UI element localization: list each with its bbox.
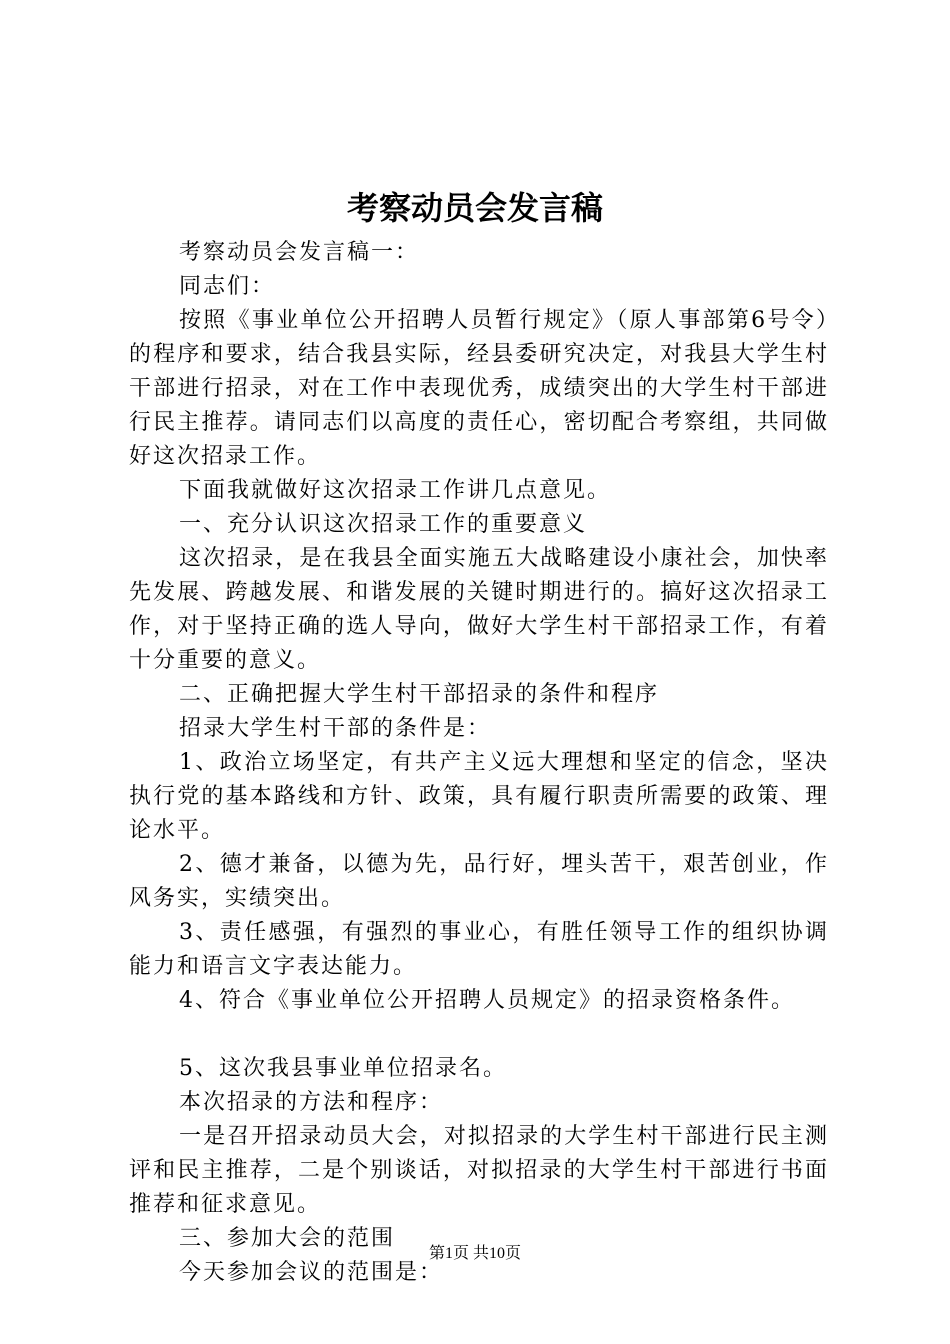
section-heading-3: 三、参加大会的范围 xyxy=(179,1226,396,1251)
section-heading-1: 一、充分认识这次招录工作的重要意义 xyxy=(179,512,588,537)
paragraph-significance: 这次招录，是在我县全面实施五大战略建设小康社会，加快率先发展、跨越发展、和谐发展的关键时期进行的。搞好这次招录工作，对于坚持正确的选人导向，做好大学生村干部招录工作，有着十分重要的意义。 xyxy=(129,546,829,673)
document-body xyxy=(129,236,829,1290)
list-item-condition-3: 3、责任感强，有强烈的事业心，有胜任领导工作的组织协调能力和语言文字表达能力。 xyxy=(129,920,829,979)
paragraph-intro: 按照《事业单位公开招聘人员暂行规定》（原人事部第6号令）的程序和要求，结合我县实际，经县委研究决定，对我县大学生村干部进行招录，对在工作中表现优秀，成绩突出的大学生村干部进行民主推荐。请同志们以高度的责任心，密切配合考察组，共同做好这次招录工作。 xyxy=(129,308,829,469)
paragraph-heading-one: 考察动员会发言稿一： xyxy=(179,240,420,265)
list-item-condition-1: 1、政治立场坚定，有共产主义远大理想和坚定的信念，坚决执行党的基本路线和方针、政策，具有履行职责所需要的政策、理论水平。 xyxy=(129,750,829,843)
list-item-condition-2: 2、德才兼备，以德为先，品行好，埋头苦干，艰苦创业，作风务实，实绩突出。 xyxy=(129,852,829,911)
paragraph-salutation: 同志们： xyxy=(179,274,276,299)
paragraph-transition: 下面我就做好这次招录工作讲几点意见。 xyxy=(179,478,612,503)
page-footer: 第1页 共10页 xyxy=(428,1245,521,1262)
list-item-condition-4: 4、符合《事业单位公开招聘人员规定》的招录资格条件。 xyxy=(179,988,795,1013)
paragraph-conditions-intro: 招录大学生村干部的条件是： xyxy=(179,716,492,741)
paragraph-method-intro: 本次招录的方法和程序： xyxy=(179,1090,444,1115)
list-item-condition-5: 5、这次我县事业单位招录名。 xyxy=(179,1056,507,1081)
section-heading-2: 二、正确把握大学生村干部招录的条件和程序 xyxy=(179,682,660,707)
paragraph-method: 一是召开招录动员大会，对拟招录的大学生村干部进行民主测评和民主推荐，二是个别谈话，对拟招录的大学生村干部进行书面推荐和征求意见。 xyxy=(129,1124,829,1217)
page-title: 考察动员会发言稿 xyxy=(346,189,603,227)
paragraph-scope: 今天参加会议的范围是： xyxy=(179,1260,444,1285)
